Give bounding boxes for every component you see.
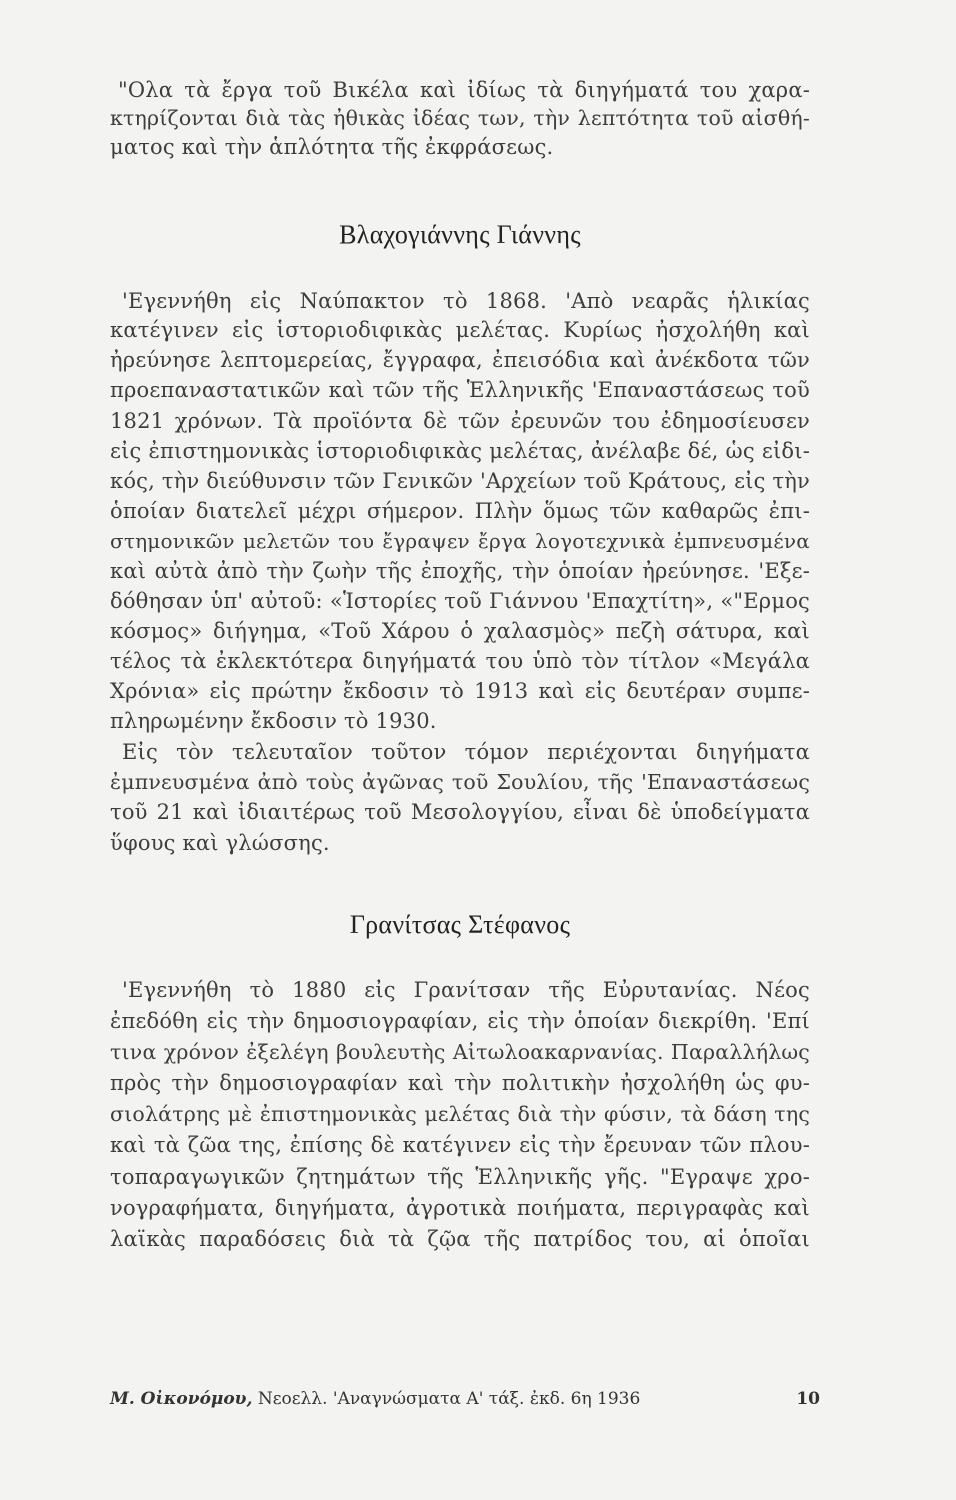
section1-line-1: 'Εγεννήθη εἰς Ναύπακτον τὸ 1868. 'Απὸ νεαρᾶς ἡλικίας bbox=[122, 289, 810, 313]
section2-line-4: πρὸς τὴν δημοσιογραφίαν καὶ τὴν πολιτικὴν ἠσχολήθη ὡς φυ- bbox=[110, 1071, 810, 1095]
section2-line-9: λαϊκὰς παραδόσεις διὰ τὰ ζῷα τῆς πατρίδος του, αἱ ὁποῖαι bbox=[110, 1227, 810, 1251]
section1-line-17: ἐμπνευσμένα ἀπὸ τοὺς ἀγῶνας τοῦ Σουλίου, τῆς 'Επαναστάσεως bbox=[110, 770, 810, 794]
intro-line-2: κτηρίζονται διὰ τὰς ἠθικὰς ἰδέας των, τὴν λεπτότητα τοῦ αἰσθή- bbox=[110, 106, 810, 130]
section2-line-5: σιολάτρης μὲ ἐπιστημονικὰς μελέτας διὰ τὴν φύσιν, τὰ δάση της bbox=[110, 1102, 810, 1126]
section1-line-9: στημονικῶν μελετῶν του ἔγραψεν ἔργα λογοτεχνικὰ ἐμπνευσμένα bbox=[110, 529, 810, 553]
section1-line-8: ὁποίαν διατελεῖ μέχρι σήμερον. Πλὴν ὅμως τῶν καθαρῶς ἐπι- bbox=[110, 499, 810, 523]
page-footer bbox=[110, 1386, 820, 1412]
section1-line-19: ὕφους καὶ γλώσσης. bbox=[110, 831, 330, 855]
section2-line-2: ἐπεδόθη εἰς τὴν δημοσιογραφίαν, εἰς τὴν ὁποίαν διεκρίθη. 'Επί bbox=[110, 1009, 810, 1033]
section1-line-2: κατέγινεν εἰς ἱστοριοδιφικὰς μελέτας. Κυρίως ἠσχολήθη καὶ bbox=[110, 318, 810, 342]
footer-citation: Νεοελλ. 'Αναγνώσματα Α' τάξ. ἐκδ. 6η 1936 bbox=[257, 1389, 641, 1409]
section2-line-6: καὶ τὰ ζῶα της, ἐπίσης δὲ κατέγινεν εἰς τὴν ἔρευναν τῶν πλου- bbox=[110, 1133, 810, 1157]
intro-line-1: "Ολα τὰ ἔργα τοῦ Βικέλα καὶ ἰδίως τὰ διηγήματά του χαρα- bbox=[118, 78, 810, 102]
section1-line-11: δόθησαν ὑπ' αὐτοῦ: «Ἱστορίες τοῦ Γιάννου 'Επαχτίτη», «"Ερμος bbox=[110, 589, 810, 613]
section1-line-18: τοῦ 21 καὶ ἰδιαιτέρως τοῦ Μεσολογγίου, εἶναι δὲ ὑποδείγματα bbox=[110, 800, 810, 824]
section-heading-vlachogiannis: Βλαχογιάννης Γιάννης bbox=[339, 220, 581, 249]
section2-line-1: 'Εγεννήθη τὸ 1880 εἰς Γρανίτσαν τῆς Εὐρυτανίας. Νέος bbox=[122, 978, 810, 1002]
section1-line-14: Χρόνια» εἰς πρώτην ἔκδοσιν τὸ 1913 καὶ εἰς δευτέραν συμπε- bbox=[110, 679, 810, 703]
section1-line-4: προεπαναστατικῶν καὶ τῶν τῆς Ἑλληνικῆς 'Επαναστάσεως τοῦ bbox=[110, 378, 810, 402]
intro-line-3: ματος καὶ τὴν ἁπλότητα τῆς ἐκφράσεως. bbox=[110, 135, 554, 159]
section2-line-7: τοπαραγωγικῶν ζητημάτων τῆς Ἑλληνικῆς γῆς. "Εγραψε χρο- bbox=[110, 1165, 810, 1189]
section2-line-8: νογραφήματα, διηγήματα, ἀγροτικὰ ποιήματα, περιγραφὰς καὶ bbox=[110, 1196, 810, 1220]
section1-line-12: κόσμος» διήγημα, «Τοῦ Χάρου ὁ χαλασμὸς» πεζὴ σάτυρα, καὶ bbox=[110, 619, 810, 643]
section2-line-3: τινα χρόνον ἐξελέγη βουλευτὴς Αἰτωλοακαρνανίας. Παραλλήλως bbox=[110, 1040, 810, 1064]
section1-line-6: εἰς ἐπιστημονικὰς ἱστοριοδιφικὰς μελέτας, ἀνέλαβε δέ, ὡς εἰδι- bbox=[110, 439, 810, 463]
section1-line-7: κός, τὴν διεύθυνσιν τῶν Γενικῶν 'Αρχείων τοῦ Κράτους, εἰς τὴν bbox=[110, 469, 811, 493]
section1-line-5: 1821 χρόνων. Τὰ προϊόντα δὲ τῶν ἐρευνῶν του ἐδημοσίευσεν bbox=[110, 409, 810, 433]
section1-line-16: Εἰς τὸν τελευταῖον τοῦτον τόμον περιέχονται διηγήματα bbox=[122, 740, 810, 764]
section1-line-3: ἠρεύνησε λεπτομερείας, ἔγγραφα, ἐπεισόδια καὶ ἀνέκδοτα τῶν bbox=[110, 348, 810, 372]
section-heading-granitsas: Γρανίτσας Στέφανος bbox=[349, 910, 571, 939]
section1-line-15: πληρωμένην ἔκδοσιν τὸ 1930. bbox=[110, 709, 437, 733]
section1-line-13: τέλος τὰ ἐκλεκτότερα διηγήματά του ὑπὸ τὸν τίτλον «Μεγάλα bbox=[110, 649, 810, 673]
section1-line-10: καὶ αὐτὰ ἀπὸ τὴν ζωὴν τῆς ἐποχῆς, τὴν ὁποίαν ἠρεύνησε. 'Εξε- bbox=[110, 559, 810, 583]
footer-author: Μ. Οἰκονόμου, bbox=[110, 1389, 253, 1409]
page-number: 10 bbox=[796, 1389, 820, 1409]
